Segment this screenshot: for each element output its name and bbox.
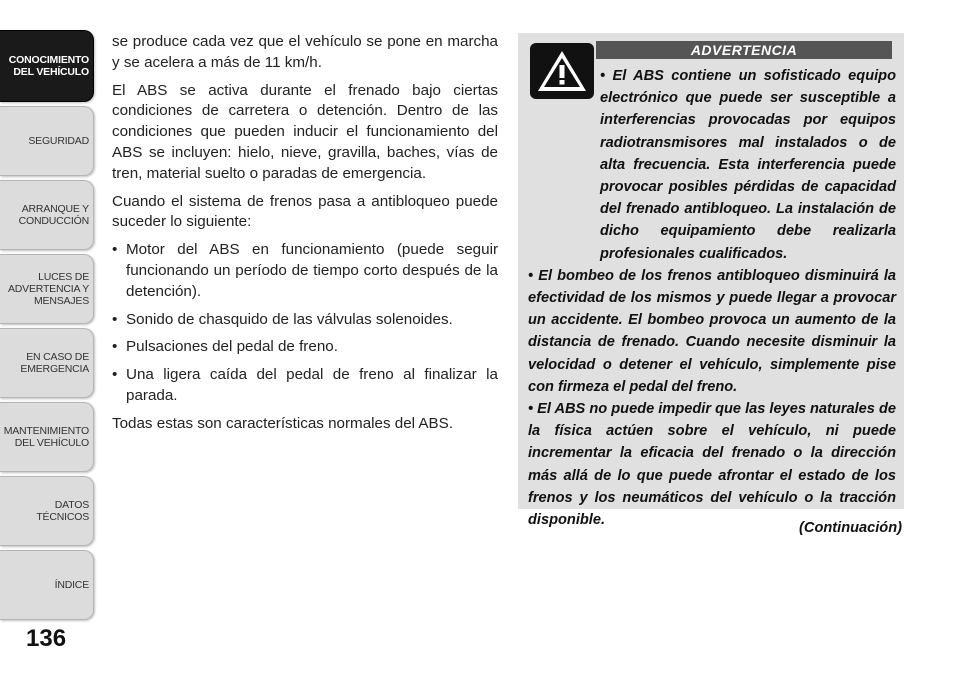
tab-label: LUCES DE ADVERTENCIA Y MENSAJES — [7, 271, 89, 307]
warning-body — [528, 65, 896, 531]
paragraph: se produce cada vez que el vehículo se pone en marcha y se acelera a más de 11 km/h. — [112, 33, 498, 71]
list-item: • Sonido de chasquido de las válvulas solenoides. — [112, 310, 498, 331]
warning-item: • El ABS contiene un sofisticado equipo electrónico que puede ser susceptible a interferencias provocadas por equipos radiotransmisores mal instalados o de alta frecuencia. Esta interferencia puede provocar posibles pérdidas de capacidad del frenado antibloqueo. La instalación de dicho equipamiento debe realizarla profesionales cualificados. — [600, 68, 896, 262]
page-number: 136 — [26, 625, 67, 652]
list-item: • Pulsaciones del pedal de freno. — [112, 337, 498, 358]
tab-mantenimiento[interactable] — [0, 402, 94, 472]
paragraph: Cuando el sistema de frenos pasa a antibloqueo puede suceder lo siguiente: — [112, 192, 498, 231]
warning-item: • El ABS no puede impedir que las leyes naturales de la física actúen sobre el vehículo, ni puede incrementar la eficacia del frenado o la dirección más allá de lo que puede afrontar el estado de los frenos y los neumáticos del vehículo o la tracción disponible. — [528, 401, 896, 529]
tab-seguridad[interactable] — [0, 106, 94, 176]
tab-label: ÍNDICE — [54, 579, 89, 591]
tab-indice[interactable] — [0, 550, 94, 620]
tab-label: CONOCIMIENTO DEL VEHÍCULO — [8, 54, 89, 78]
tab-label: SEGURIDAD — [28, 135, 89, 147]
warning-item: • El bombeo de los frenos antibloqueo disminuirá la efectividad de los mismos y puede llegar a provocar un accidente. El bombeo provoca un aumento de la distancia de frenado. Cuando necesite disminuir la velocidad o detener el vehículo, simplemente pise con firmeza el pedal del freno. — [528, 267, 896, 395]
tab-label: MANTENIMIENTO DEL VEHÍCULO — [3, 425, 89, 449]
tab-label: EN CASO DE EMERGENCIA — [20, 351, 89, 375]
tab-emergencia[interactable] — [0, 328, 94, 398]
paragraph: El ABS se activa durante el frenado bajo ciertas condiciones de carretera o detención. Dentro de las condiciones que pueden inducir el funcionamiento del ABS se incluyen: hielo, nieve, gravilla, baches, vías de tren, material suelto o paradas de emergencia. — [112, 81, 498, 182]
tab-label: DATOS TÉCNICOS — [36, 499, 89, 523]
bullet-list — [112, 240, 498, 407]
list-item: • Motor del ABS en funcionamiento (puede seguir funcionando un período de tiempo corto después de la detención). — [112, 240, 498, 302]
list-item: • Una ligera caída del pedal de freno al finalizar la parada. — [112, 365, 498, 407]
tab-label: ARRANQUE Y CONDUCCIÓN — [18, 203, 89, 227]
tab-luces-advertencia[interactable] — [0, 254, 94, 324]
chapter-tabs — [0, 0, 98, 640]
tab-datos-tecnicos[interactable] — [0, 476, 94, 546]
continuation-note: (Continuación) — [799, 520, 902, 536]
warning-title: ADVERTENCIA — [596, 41, 892, 59]
body-text-column — [112, 32, 498, 442]
paragraph: Todas estas son características normales del ABS. — [112, 414, 454, 432]
tab-arranque-conduccion[interactable] — [0, 180, 94, 250]
tab-conocimiento-vehiculo[interactable] — [0, 30, 94, 102]
